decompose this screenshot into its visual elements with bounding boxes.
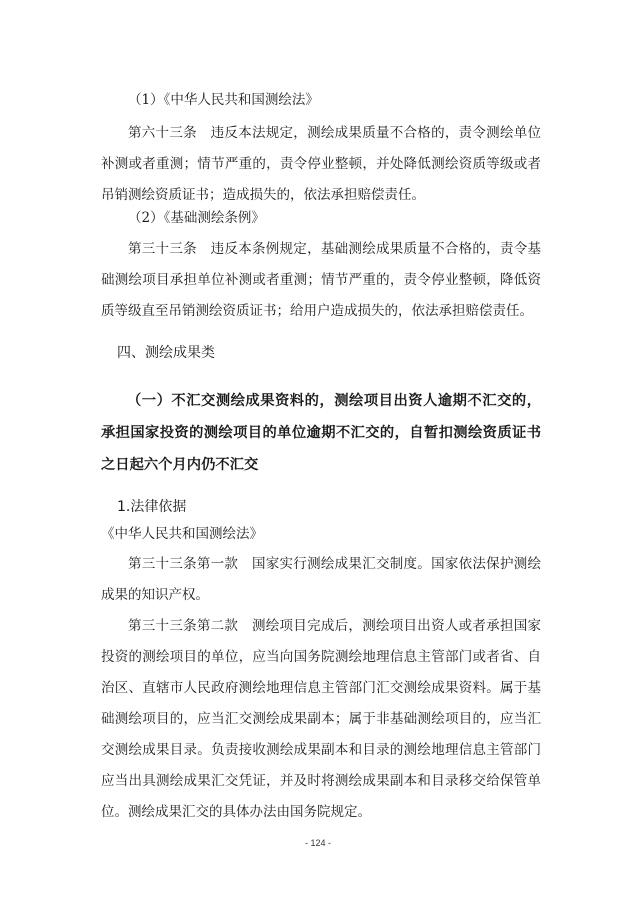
page-number: - 124 - <box>304 838 331 848</box>
section-2-paragraph: 第三十三条 违反本条例规定，基础测绘成果质量不合格的，责令基础测绘项目承担单位补测或者重测；情节严重的，责令停业整顿，降低资质等级直至吊销测绘资质证书；给用户造成损失的，依法承担赔偿责任。 <box>101 241 541 319</box>
heading-measurement-results: 四、测绘成果类 <box>117 345 215 361</box>
article-33-clause-2: 第三十三条第二款 测绘项目完成后，测绘项目出资人或者承担国家投资的测绘项目的单位，应当向国务院测绘地理信息主管部门或者省、自治区、直辖市人民政府测绘地理信息主管部门汇交测绘成果资料。属于基础测绘项目的，应当汇交测绘成果副本；属于非基础测绘项目的，应当汇交测绘成果目录。负责接收测绘成果副本和目录的测绘地理信息主管部门应当出具测绘成果汇交凭证，并及时将测绘成果副本和目录移交给保管单位。测绘成果汇交的具体办法由国务院规定。 <box>101 618 541 820</box>
legal-basis-label: 1.法律依据 <box>117 499 187 515</box>
law-title: 《中华人民共和国测绘法》 <box>101 526 263 542</box>
bold-item-one: （一）不汇交测绘成果资料的，测绘项目出资人逾期不汇交的，承担国家投资的测绘项目的单位逾期不汇交的，自暂扣测绘资质证书之日起六个月内仍不汇交 <box>101 393 541 473</box>
article-33-clause-1: 第三十三条第一款 国家实行测绘成果汇交制度。国家依法保护测绘成果的知识产权。 <box>101 556 541 603</box>
section-1-title: （1）《中华人民共和国测绘法》 <box>128 92 319 108</box>
section-1-paragraph: 第六十三条 违反本法规定，测绘成果质量不合格的，责令测绘单位补测或者重测；情节严重的，责令停业整顿，并处降低测绘资质等级或者吊销测绘资质证书；造成损失的，依法承担赔偿责任。 <box>101 125 541 203</box>
section-2-title: （2）《基础测绘条例》 <box>128 210 265 226</box>
